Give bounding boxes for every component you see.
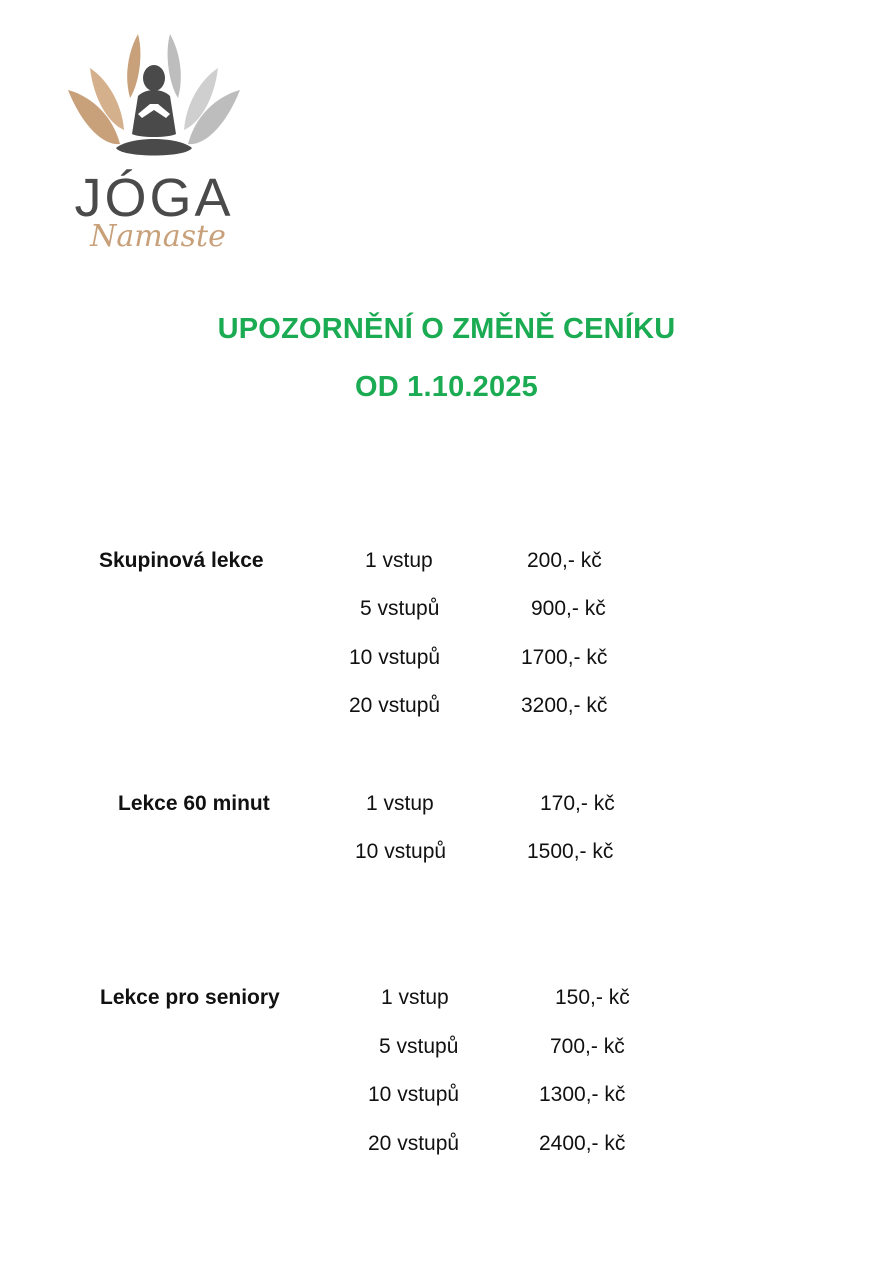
price-cell: 1700,- kč <box>521 646 608 669</box>
price-cell: 900,- kč <box>531 597 606 620</box>
section-label-group-lesson: Skupinová lekce <box>99 549 264 572</box>
price-cell: 3200,- kč <box>521 694 608 717</box>
entries-cell: 5 vstupů <box>379 1035 459 1058</box>
logo-script-text: Namaste <box>90 219 226 254</box>
price-cell: 150,- kč <box>555 986 630 1009</box>
notice-title: UPOZORNĚNÍ O ZMĚNĚ CENÍKU <box>217 313 676 345</box>
section-label-senior-lesson: Lekce pro seniory <box>100 986 280 1009</box>
price-cell: 1300,- kč <box>539 1083 626 1106</box>
entries-cell: 1 vstup <box>381 986 449 1009</box>
entries-cell: 10 vstupů <box>349 646 441 669</box>
entries-cell: 1 vstup <box>366 792 434 815</box>
price-cell: 200,- kč <box>527 549 602 572</box>
price-cell: 2400,- kč <box>539 1132 626 1155</box>
lotus-meditation-icon <box>20 26 290 266</box>
joga-namaste-logo <box>20 26 290 266</box>
price-cell: 170,- kč <box>540 792 615 815</box>
price-cell: 1500,- kč <box>527 840 614 863</box>
entries-cell: 10 vstupů <box>355 840 447 863</box>
entries-cell: 20 vstupů <box>368 1132 460 1155</box>
entries-cell: 5 vstupů <box>360 597 440 620</box>
entries-cell: 1 vstup <box>365 549 433 572</box>
section-label-60-minute-lesson: Lekce 60 minut <box>118 792 270 815</box>
entries-cell: 10 vstupů <box>368 1083 460 1106</box>
notice-effective-date: OD 1.10.2025 <box>355 371 538 403</box>
logo-brand-text: JÓGA <box>74 168 234 228</box>
entries-cell: 20 vstupů <box>349 694 441 717</box>
price-cell: 700,- kč <box>550 1035 625 1058</box>
